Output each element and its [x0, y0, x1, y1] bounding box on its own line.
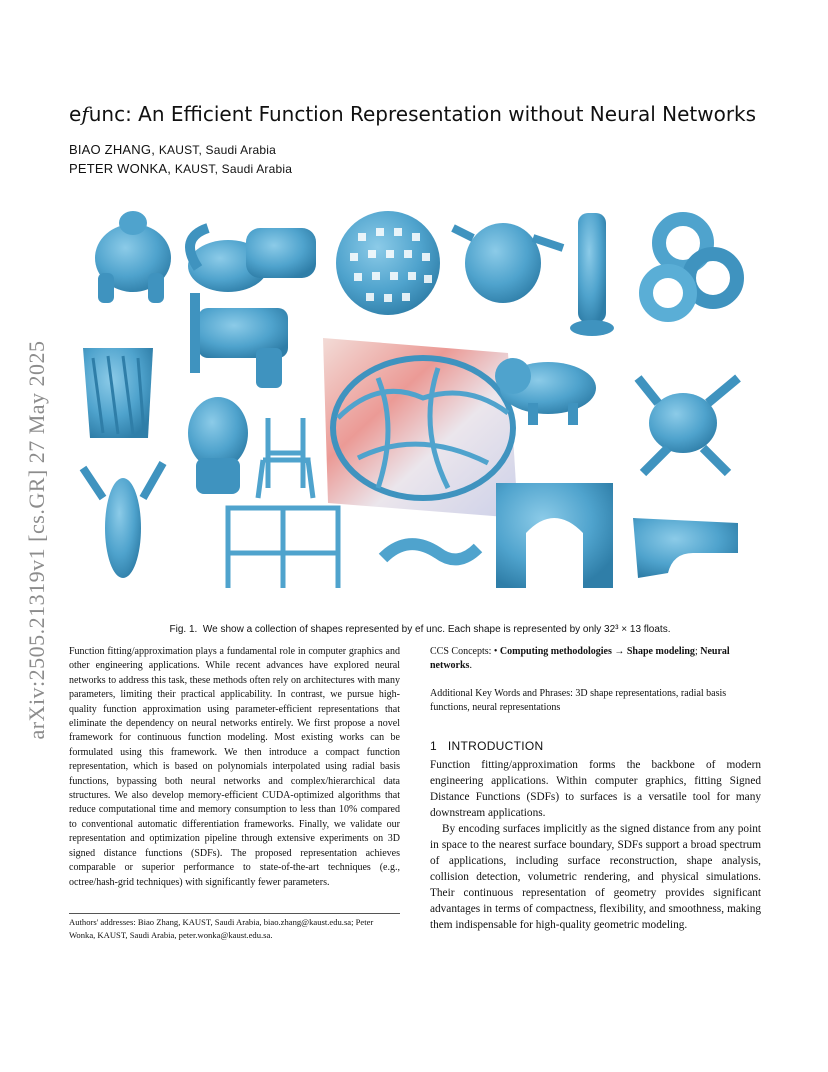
author-affiliation: KAUST, Saudi Arabia	[158, 143, 277, 157]
shape-vase	[83, 348, 153, 438]
abstract: Function fitting/approximation plays a fundamental role in computer graphics and other engineering applications. While recent advances have explored neural networks to address this task, these methods often rely on architectures with many parameters, limiting their practical applicability. In contrast, we pursue high-quality function approximation using parameter-efficient representations that eliminate the dependency on neural networks entirely. We first propose a novel framework for continuous function modeling. Most existing works can be formulated using this framework. We then introduce a compact function representation, which is based on polynomials interpolated using radial basis functions, bypassing both neural networks and complex/hierarchical data structures. We also develop memory-efficient CUDA-optimized algorithms that reduce computational time and memory consumption to less than 10% compared to conventional automatic differentiation frameworks. Finally, we validate our representation and optimization pipeline through extensive experiments on 3D signed distance functions (SDFs). The proposed representation achieves comparable or superior performance to state-of-the-art techniques (e.g., octree/hash-grid techniques) with significantly fewer parameters.	[69, 646, 400, 888]
shape-angel	[83, 463, 163, 578]
keywords: Additional Key Words and Phrases: 3D shape representations, radial basis functions, neural representations	[430, 688, 727, 713]
figure-caption: Fig. 1. We show a collection of shapes represented by ef unc. Each shape is represented by only 32³ × 13 floats.	[169, 624, 671, 635]
shape-machine	[190, 293, 288, 388]
ccs-concepts: CCS Concepts: • Computing methodologies → Shape modeling; Neural networks. Additional Key Words and Phrases: 3D shape representations, radial basis functions, neural representations	[430, 645, 760, 715]
author-name: PETER WONKA	[69, 161, 168, 176]
shape-arch	[496, 483, 613, 588]
author-affiliation: KAUST, Saudi Arabia	[174, 162, 293, 176]
author-2: PETER WONKA, KAUST, Saudi Arabia	[69, 161, 293, 176]
shape-creature	[453, 223, 563, 303]
author-1: BIAO ZHANG, KAUST, Saudi Arabia	[69, 142, 277, 157]
footnote-rule	[69, 913, 400, 914]
intro-paragraph: Function fitting/approximation forms the backbone of modern engineering applications. Within computer graphics, fitting Signed Distance Functions (SDFs) to surfaces is a versatile tool for many downstream applications.	[430, 759, 761, 819]
section-heading: 1 INTRODUCTION	[430, 739, 544, 753]
shape-dancer	[638, 378, 738, 473]
shape-chest	[246, 228, 316, 278]
author-name: BIAO ZHANG	[69, 142, 152, 157]
paper-title: efunc: An Efficient Function Representation without Neural Networks	[69, 102, 757, 126]
intro-paragraph: By encoding surfaces implicitly as the signed distance from any point in space to the nearest surface boundary, SDFs support a broad spectrum of applications, including surface reconstruction, shape analysis, collision detection, volumetric rendering, and physical simulations. Their continuous representation of geometry provides significant advantages in terms of compactness, flexibility, and smoothness, making them indispensable for high-quality geometric modeling.	[430, 823, 761, 931]
shape-bracket	[633, 518, 738, 578]
shape-chair	[258, 418, 313, 498]
shape-knot	[646, 219, 737, 315]
introduction-text	[430, 757, 761, 933]
shape-dragon	[383, 544, 478, 559]
shape-bust	[188, 397, 248, 494]
shape-lattice-sphere	[336, 211, 440, 315]
shape-statue	[570, 213, 614, 336]
arxiv-stamp: arXiv:2505.21319v1 [cs.GR] 27 May 2025	[24, 340, 49, 740]
teaser-figure	[78, 198, 758, 608]
shape-sdf-slice	[323, 338, 518, 518]
shape-monster	[95, 211, 171, 303]
author-footnote: Authors' addresses: Biao Zhang, KAUST, Saudi Arabia, biao.zhang@kaust.edu.sa; Peter Wonka, KAUST, Saudi Arabia, peter.wonka@kaust.edu.sa.	[69, 917, 374, 940]
shape-bench	[228, 508, 338, 588]
